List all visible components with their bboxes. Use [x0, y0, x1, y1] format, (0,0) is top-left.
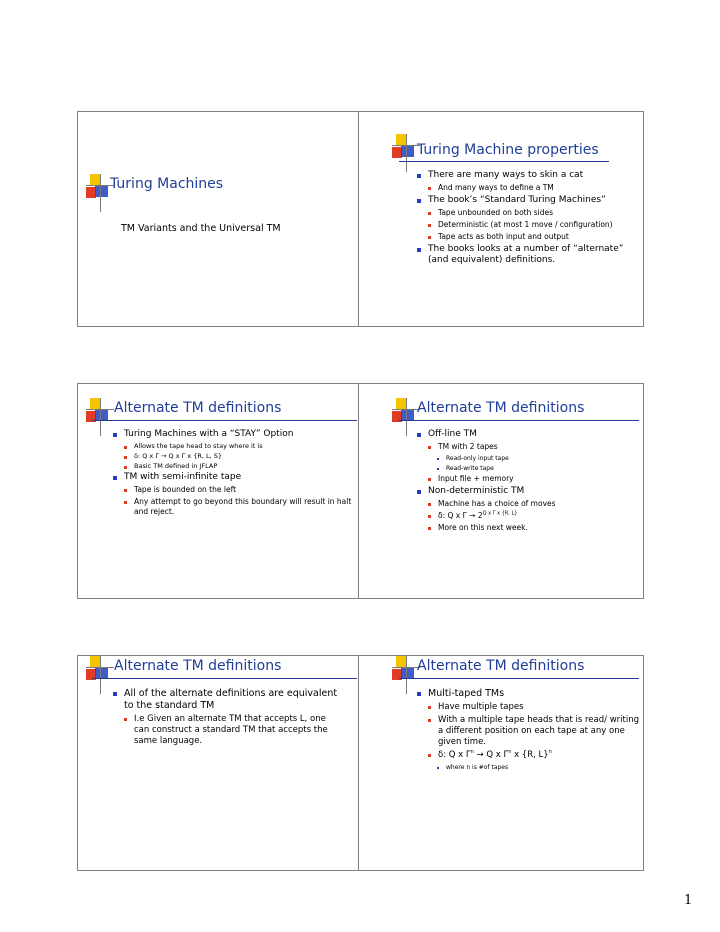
- list-item: where n is #of tapes: [416, 763, 641, 772]
- title-rule: [92, 678, 357, 679]
- list-item: Input file + memory: [416, 474, 636, 484]
- list-item: Allows the tape head to stay where it is: [112, 442, 352, 451]
- page-number: 1: [684, 893, 693, 908]
- slide-logo-icon: [392, 134, 420, 172]
- list-item: There are many ways to skin a cat: [416, 170, 636, 181]
- slide-logo-icon: [86, 398, 114, 436]
- list-item: Deterministic (at most 1 move / configuration): [416, 220, 636, 230]
- list-item: δ: Q x $\Gamma^n \to Q$ x $\Gamma^n$ x {R, L}$^n$: [416, 750, 641, 761]
- list-item: Non-deterministic TM: [416, 486, 636, 497]
- list-item: Turing Machines with a “STAY” Option: [112, 429, 352, 440]
- slide-subtitle: TM Variants and the Universal TM: [121, 223, 281, 234]
- slide-title: Alternate TM definitions: [114, 658, 282, 674]
- list-item: Have multiple tapes: [416, 702, 641, 713]
- list-item: And many ways to define a TM: [416, 183, 636, 193]
- slide-title: Turing Machines: [110, 176, 224, 192]
- list-item: The books looks at a number of “alternate” (and equivalent) definitions.: [416, 244, 636, 266]
- list-item: Tape is bounded on the left: [112, 485, 352, 495]
- slide-title: Turing Machine properties: [417, 142, 599, 158]
- bullet-list: [416, 688, 641, 773]
- list-item: Tape acts as both input and output: [416, 232, 636, 242]
- slide-4: [358, 383, 644, 599]
- list-item: TM with semi-infinite tape: [112, 472, 352, 483]
- list-item: I.e Given an alternate TM that accepts L, one can construct a standard TM that accepts the same language.: [112, 714, 342, 747]
- list-item: With a multiple tape heads that is read/ writing a different position on each tape at any one given time.: [416, 715, 641, 748]
- slide-title: Alternate TM definitions: [417, 400, 585, 416]
- bullet-list: [416, 429, 636, 535]
- bullet-list: [416, 170, 636, 268]
- slide-title: Alternate TM definitions: [417, 658, 585, 674]
- title-rule: [399, 161, 609, 162]
- title-rule: [92, 420, 357, 421]
- slide-logo-icon: [86, 656, 114, 694]
- list-item: Read-write tape: [416, 464, 636, 473]
- slide-6: [358, 655, 644, 871]
- list-item: Read-only input tape: [416, 454, 636, 463]
- bullet-list: [112, 429, 352, 519]
- list-item: Tape unbounded on both sides: [416, 208, 636, 218]
- bullet-list: [112, 688, 342, 749]
- list-item: δ: Q x Γ → Q x Γ x {R, L, S}: [112, 452, 352, 461]
- list-item: All of the alternate definitions are equivalent to the standard TM: [112, 688, 342, 712]
- title-rule: [399, 678, 639, 679]
- list-item: Machine has a choice of moves: [416, 499, 636, 509]
- slide-5: [77, 655, 363, 871]
- slide-2: [358, 111, 644, 327]
- list-item: Basic TM defined in JFLAP: [112, 462, 352, 471]
- list-item: Any attempt to go beyond this boundary will result in halt and reject.: [112, 497, 352, 517]
- list-item: Off-line TM: [416, 429, 636, 440]
- slide-3: [77, 383, 363, 599]
- list-item: More on this next week.: [416, 523, 636, 533]
- list-item: The book’s “Standard Turing Machines”: [416, 195, 636, 206]
- list-item: Multi-taped TMs: [416, 688, 641, 700]
- slide-1: [77, 111, 363, 327]
- slide-title: Alternate TM definitions: [114, 400, 282, 416]
- title-rule: [399, 420, 639, 421]
- list-item: TM with 2 tapes: [416, 442, 636, 452]
- list-item: δ: Q x $\Gamma \to 2^{Q x \Gamma x \{R, L\}}$: [416, 511, 636, 521]
